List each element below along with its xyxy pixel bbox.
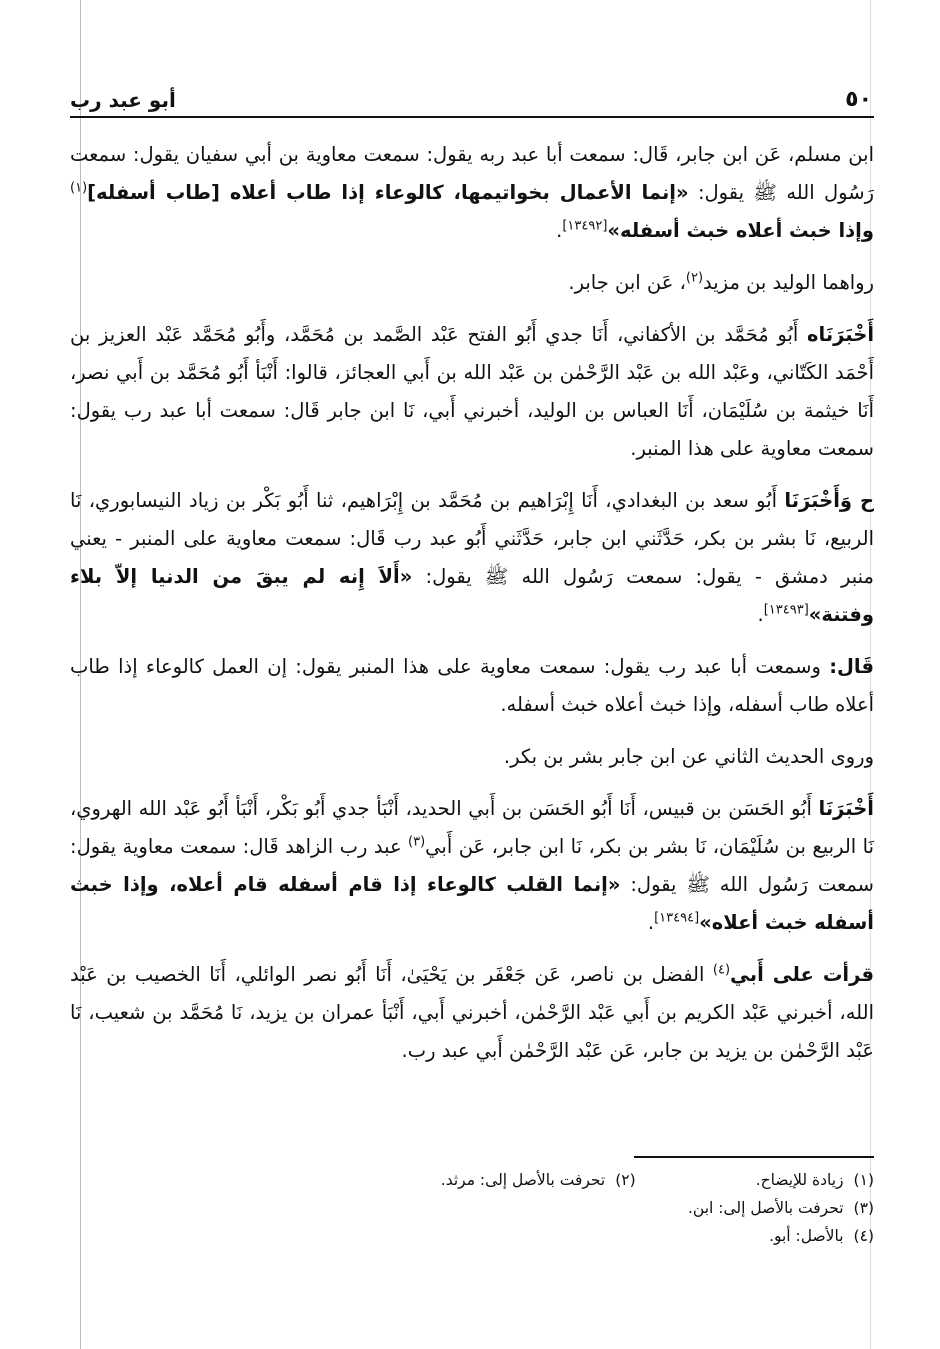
text: وسمعت أبا عبد رب يقول: سمعت معاوية على هذا المنبر يقول: إن العمل كالوعاء إذا طاب أعلاه طاب أسفله، وإذا خبث أعلاه خبث أسفله. xyxy=(70,655,874,716)
footnote-number: (٤) xyxy=(853,1227,874,1245)
footnote-1 xyxy=(756,1166,874,1194)
paragraph-1 xyxy=(70,136,874,250)
hadith-reference: [١٣٤٩٤] xyxy=(654,910,700,926)
footnote-text: زيادة للإيضاح. xyxy=(755,1171,844,1189)
running-title: أبو عبد رب xyxy=(70,88,176,112)
footnote-text: تحرفت بالأصل إلى: ابن. xyxy=(687,1199,844,1217)
footnote-row xyxy=(70,1194,874,1222)
footnote-number: (١) xyxy=(853,1171,874,1189)
footnotes xyxy=(70,1166,874,1250)
paragraph-lead: قَال: xyxy=(829,655,874,678)
text: عبد رب الزاهد قَال: سمعت معاوية يقول: سمعت رَسُول الله ﷺ يقول: xyxy=(70,835,874,896)
header-rule xyxy=(70,116,874,118)
text: . xyxy=(647,911,655,934)
text: ، عَن ابن جابر. xyxy=(568,271,686,294)
paragraph-3 xyxy=(70,316,874,468)
text: وروى الحديث الثاني عن ابن جابر بشر بن بكر. xyxy=(503,745,874,768)
hadith-text: وإذا خبث أعلاه خبث أسفله» xyxy=(607,219,874,242)
hadith-text: «إنما الأعمال بخواتيمها، كالوعاء إذا طاب أعلاه [طاب أسفله] xyxy=(87,181,689,204)
paragraph-2 xyxy=(70,264,874,302)
footnote-mark: (٤) xyxy=(712,962,731,978)
footnote-row xyxy=(70,1222,874,1250)
text: أَبُو سعد بن البغدادي، أَنَا إِبْرَاهيم بن مُحَمَّد بن إِبْرَاهيم، ثنا أَبُو بَكْر بن زياد النيسابوري، نَا الربيع، نَا بشر بن بكر، حَدَّثَني ابن جابر، حَدَّثَني أَبُو عبد رب قَال: سمعت معاوية على المنبر - يعني منبر دمشق - يقول: سمعت رَسُول الله ﷺ يقول: xyxy=(70,489,874,588)
text: أَبُو الحَسَن بن قبيس، أَنَا أَبُو الحَسَن بن أَبي الحديد، أَنْبَأ جدي أَبُو بَكْر، أَنْبَأ أَبُو عَبْد الله الهروي، نَا الربيع بن سُلَيْمَان، نَا بشر بن بكر، نَا ابن جابر، عَن أَبي xyxy=(70,797,874,858)
page-number: ٥٠ xyxy=(845,87,872,112)
footnote-row xyxy=(70,1166,874,1194)
paragraph-5 xyxy=(70,648,874,724)
text: الفضل بن ناصر، عَن جَعْفَر بن يَحْيَىٰ، أَنَا أَبُو نصر الوائلي، أَنَا الخصيب بن عَبْد الله، أخبرني عَبْد الكريم بن أَبي عَبْد الرَّحْمٰن، أخبرني أَبي، أَنْبَأ عمران بن يزيد، نَا مُحَمَّد بن شعيب، نَا عَبْد الرَّحْمٰن بن يزيد بن جابر، عَن عَبْد الرَّحْمٰن أَبي عبد رب. xyxy=(70,963,874,1062)
footnote-text: تحرفت بالأصل إلى: مرثد. xyxy=(440,1171,606,1189)
footnote-mark: (٣) xyxy=(408,834,426,850)
footnote-3 xyxy=(688,1194,874,1222)
footnote-mark: (٢) xyxy=(685,270,704,286)
text: أَبُو مُحَمَّد بن الأكفاني، أَنَا جدي أَبُو الفتح عَبْد الصَّمد بن مُحَمَّد، وأَبُو مُحَمَّد عَبْد العزيز بن أَحْمَد الكَتّاني، وعَبْد الله بن عَبْد الرَّحْمٰن بن عَبْد الله بن أَبي العجائز، قالوا: أَنْبَأ أَبُو مُحَمَّد بن أَبي نصر، أَنَا خيثمة بن سُلَيْمَان، أَنَا العباس بن الوليد، أخبرني أَبي، نَا ابن جابر قَال: سمعت أبا عبد رب يقول: سمعت معاوية على هذا المنبر. xyxy=(70,323,874,460)
footnote-text: بالأصل: أبو. xyxy=(769,1227,844,1245)
hadith-text: «أَلاَ إِنه لم يبقَ من الدنيا إلاّ بلاء وفتنة» xyxy=(70,565,874,626)
page-header xyxy=(70,72,874,112)
paragraph-lead: أَخْبَرَنَاه xyxy=(807,323,874,346)
text: . xyxy=(556,219,563,242)
paragraph-lead: ح وَأَخْبَرَنَا xyxy=(784,489,874,512)
paragraph-lead: قرأت على أَبي xyxy=(730,963,875,986)
footnote-mark: (١) xyxy=(70,180,88,196)
hadith-text: «إنما القلب كالوعاء إذا قام أسفله قام أعلاه، وإذا خبث أسفله خبث أعلاه» xyxy=(70,873,874,934)
text: . xyxy=(757,603,764,626)
footnote-number: (٣) xyxy=(853,1199,874,1217)
paragraph-6 xyxy=(70,738,874,776)
paragraph-7 xyxy=(70,790,874,942)
paragraph-4 xyxy=(70,482,874,634)
hadith-reference: [١٣٤٩٣] xyxy=(763,602,809,618)
footnote-4 xyxy=(769,1222,874,1250)
footnote-number: (٢) xyxy=(615,1171,636,1189)
text: ابن مسلم، عَن ابن جابر، قَال: سمعت أبا عبد ربه يقول: سمعت معاوية بن أبي سفيان يقول: سمعت رَسُول الله ﷺ يقول: xyxy=(70,143,874,204)
paragraph-lead: أَخْبَرَنَا xyxy=(818,797,874,820)
text: رواهما الوليد بن مزيد xyxy=(703,271,874,294)
book-page xyxy=(70,0,874,1349)
paragraph-8 xyxy=(70,956,874,1070)
page-body xyxy=(70,136,874,1084)
footnote-rule xyxy=(634,1156,874,1158)
footnote-2 xyxy=(441,1166,636,1194)
hadith-reference: [١٣٤٩٢] xyxy=(562,218,608,234)
